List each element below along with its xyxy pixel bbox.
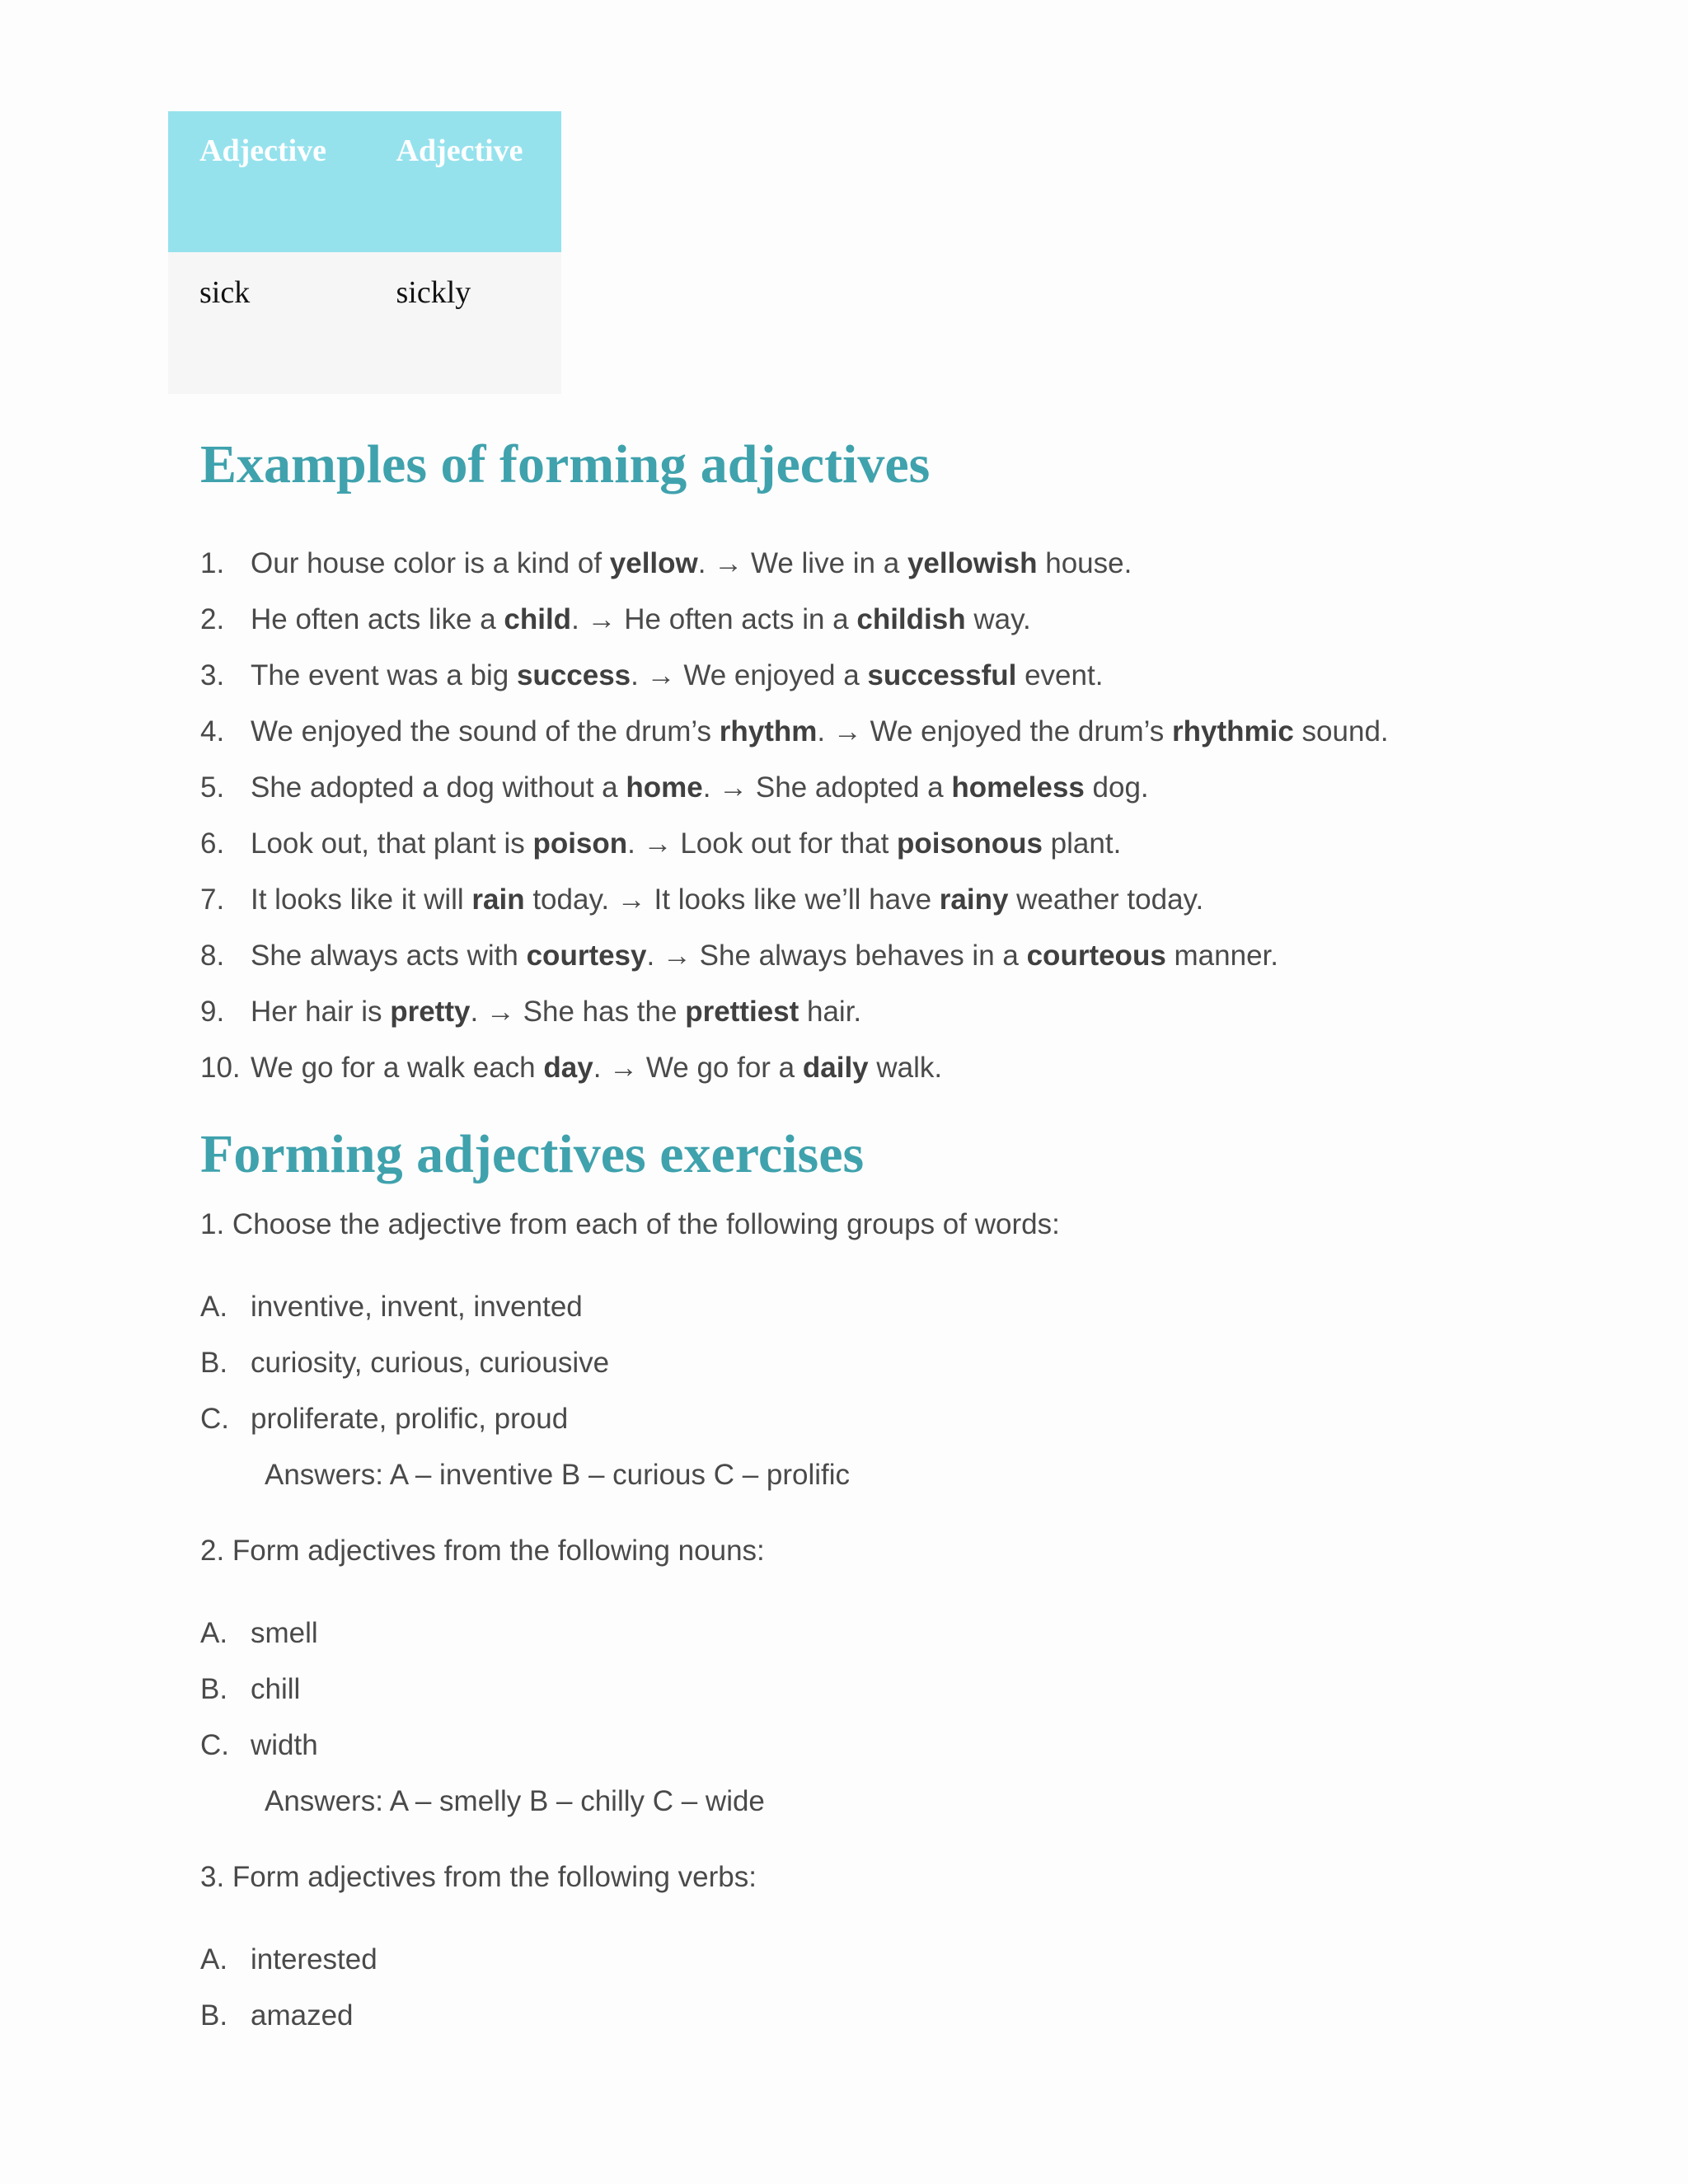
option-text: inventive, invent, invented bbox=[251, 1291, 583, 1323]
sentence-text: . → He often acts in a bbox=[571, 603, 857, 635]
sentence-text: It looks like it will bbox=[251, 883, 472, 916]
sentence-text: . → She has the bbox=[470, 996, 686, 1028]
sentence-text: Her hair is bbox=[251, 996, 391, 1028]
exercise-2-options bbox=[200, 1605, 318, 1774]
table-header-cell: Adjective bbox=[365, 111, 562, 252]
sentence-text: We enjoyed the sound of the drum’s bbox=[251, 715, 720, 748]
sentence-text: house. bbox=[1037, 547, 1132, 579]
sentence-text: event. bbox=[1016, 659, 1104, 691]
highlight-word: poison bbox=[532, 827, 628, 860]
highlight-word: child bbox=[504, 603, 572, 635]
option-text: smell bbox=[251, 1617, 318, 1649]
list-item bbox=[200, 1932, 377, 1988]
exercise-2-prompt: 2. Form adjectives from the following nouns: bbox=[200, 1535, 765, 1567]
option-letter: A. bbox=[200, 1617, 228, 1649]
highlight-word: day bbox=[543, 1052, 593, 1084]
highlight-word: childish bbox=[856, 603, 966, 635]
option-letter: B. bbox=[200, 1347, 228, 1379]
sentence-text: . → Look out for that bbox=[627, 827, 898, 860]
option-letter: B. bbox=[200, 1673, 228, 1705]
highlight-word: success bbox=[516, 659, 631, 691]
sentence-text: manner. bbox=[1165, 940, 1278, 972]
highlight-word: courtesy bbox=[526, 940, 647, 972]
list-item bbox=[200, 648, 1389, 704]
list-number: 5. bbox=[200, 771, 225, 804]
highlight-word: home bbox=[626, 771, 703, 804]
examples-list bbox=[200, 536, 1389, 1096]
list-number: 1. bbox=[200, 547, 225, 579]
sentence-text: weather today. bbox=[1008, 883, 1204, 916]
exercise-1-answers: Answers: A – inventive B – curious C – prolific bbox=[265, 1459, 851, 1491]
highlight-word: successful bbox=[867, 659, 1017, 691]
list-number: 9. bbox=[200, 996, 225, 1028]
highlight-word: rain bbox=[471, 883, 525, 916]
section-heading-exercises: Forming adjectives exercises bbox=[200, 1124, 865, 1184]
table-header-cell: Adjective bbox=[168, 111, 365, 252]
exercise-3-prompt: 3. Form adjectives from the following verbs: bbox=[200, 1861, 757, 1893]
table-cell: sickly bbox=[365, 252, 562, 394]
sentence-text: . → She adopted a bbox=[702, 771, 952, 804]
highlight-word: rainy bbox=[939, 883, 1009, 916]
list-item bbox=[200, 760, 1389, 816]
option-text: amazed bbox=[251, 1999, 354, 2032]
option-text: curiosity, curious, curiousive bbox=[251, 1347, 610, 1379]
option-letter: C. bbox=[200, 1729, 229, 1761]
option-letter: C. bbox=[200, 1403, 229, 1435]
list-item bbox=[200, 1988, 377, 2044]
list-item bbox=[200, 1661, 318, 1718]
sentence-text: sound. bbox=[1293, 715, 1389, 748]
list-item bbox=[200, 536, 1389, 592]
sentence-text: The event was a big bbox=[251, 659, 517, 691]
option-letter: A. bbox=[200, 1291, 228, 1323]
option-text: width bbox=[251, 1729, 318, 1761]
exercise-2-answers: Answers: A – smelly B – chilly C – wide bbox=[265, 1785, 765, 1817]
highlight-word: yellowish bbox=[907, 547, 1038, 579]
list-item bbox=[200, 872, 1389, 928]
sentence-text: today. → It looks like we’ll have bbox=[524, 883, 940, 916]
list-item bbox=[200, 816, 1389, 872]
list-item bbox=[200, 1335, 609, 1391]
sentence-text: walk. bbox=[868, 1052, 943, 1084]
list-number: 7. bbox=[200, 883, 225, 916]
sentence-text: . → She always behaves in a bbox=[646, 940, 1027, 972]
highlight-word: pretty bbox=[390, 996, 471, 1028]
highlight-word: rhythm bbox=[719, 715, 818, 748]
sentence-text: . → We go for a bbox=[593, 1052, 803, 1084]
sentence-text: . → We enjoyed a bbox=[631, 659, 868, 691]
list-number: 6. bbox=[200, 827, 225, 860]
sentence-text: . → We enjoyed the drum’s bbox=[817, 715, 1173, 748]
table-cell: sick bbox=[168, 252, 365, 394]
highlight-word: yellow bbox=[609, 547, 698, 579]
list-number: 10. bbox=[200, 1052, 241, 1084]
table-row bbox=[168, 252, 561, 394]
highlight-word: homeless bbox=[951, 771, 1085, 804]
list-number: 4. bbox=[200, 715, 225, 748]
sentence-text: She adopted a dog without a bbox=[251, 771, 626, 804]
exercise-3-options bbox=[200, 1932, 377, 2044]
sentence-text: plant. bbox=[1042, 827, 1122, 860]
highlight-word: rhythmic bbox=[1172, 715, 1294, 748]
highlight-word: prettiest bbox=[685, 996, 799, 1028]
highlight-word: daily bbox=[802, 1052, 869, 1084]
list-item bbox=[200, 1040, 1389, 1096]
option-letter: B. bbox=[200, 1999, 228, 2032]
sentence-text: Our house color is a kind of bbox=[251, 547, 610, 579]
adjective-table bbox=[168, 111, 561, 394]
list-item bbox=[200, 1279, 609, 1335]
sentence-text: She always acts with bbox=[251, 940, 527, 972]
list-number: 8. bbox=[200, 940, 225, 972]
option-text: interested bbox=[251, 1943, 377, 1975]
option-text: chill bbox=[251, 1673, 301, 1705]
highlight-word: courteous bbox=[1026, 940, 1166, 972]
list-item bbox=[200, 1718, 318, 1774]
list-item bbox=[200, 592, 1389, 648]
sentence-text: . → We live in a bbox=[697, 547, 907, 579]
list-item bbox=[200, 928, 1389, 984]
list-item bbox=[200, 704, 1389, 760]
sentence-text: He often acts like a bbox=[251, 603, 504, 635]
list-item bbox=[200, 1605, 318, 1661]
option-letter: A. bbox=[200, 1943, 228, 1975]
highlight-word: poisonous bbox=[897, 827, 1043, 860]
exercise-1-options bbox=[200, 1279, 609, 1447]
section-heading-examples: Examples of forming adjectives bbox=[200, 434, 931, 494]
sentence-text: Look out, that plant is bbox=[251, 827, 533, 860]
list-item bbox=[200, 1391, 609, 1447]
sentence-text: hair. bbox=[799, 996, 862, 1028]
exercise-1-prompt: 1. Choose the adjective from each of the following groups of words: bbox=[200, 1208, 1060, 1240]
option-text: proliferate, prolific, proud bbox=[251, 1403, 569, 1435]
sentence-text: way. bbox=[965, 603, 1031, 635]
sentence-text: dog. bbox=[1084, 771, 1149, 804]
sentence-text: We go for a walk each bbox=[251, 1052, 544, 1084]
list-number: 2. bbox=[200, 603, 225, 635]
list-item bbox=[200, 984, 1389, 1040]
list-number: 3. bbox=[200, 659, 225, 691]
table-header-row bbox=[168, 111, 561, 252]
